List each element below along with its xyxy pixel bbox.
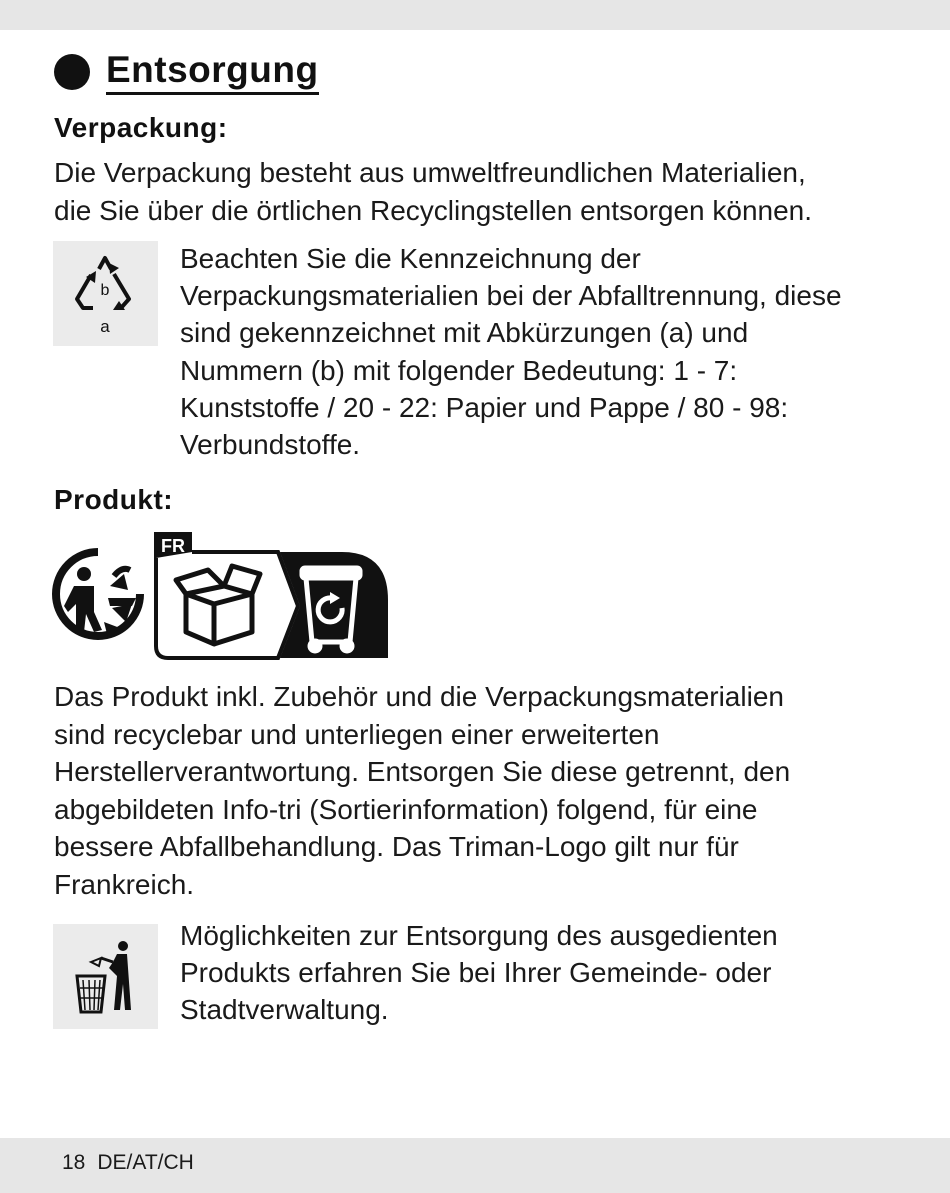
region-label: DE/AT/CH (97, 1151, 194, 1174)
text-line: abgebildeten Info-tri (Sortierinformation) folgend, für eine (54, 793, 758, 825)
footer (62, 1151, 194, 1175)
symbol-label-a: a (100, 317, 110, 336)
text-line: Kunststoffe / 20 - 22: Papier und Pappe / 80 - 98: (180, 391, 789, 423)
person-trash-bin-icon (53, 924, 158, 1029)
product-heading: Produkt: (54, 484, 174, 515)
top-band (0, 0, 950, 30)
disposal-note (180, 917, 778, 1029)
packaging-heading: Verpackung: (54, 112, 228, 143)
text-line: Möglichkeiten zur Entsorgung des ausgedienten (180, 920, 778, 951)
triman-logo-icon (50, 546, 146, 642)
page-number: 18 (62, 1151, 86, 1174)
text-line: Herstellerverantwortung. Entsorgen Sie diese getrennt, den (54, 756, 791, 787)
text-line: Frankreich. (54, 868, 195, 900)
text-line: sind gekennzeichnet mit Abkürzungen (a) und (180, 317, 749, 349)
text-line: Die Verpackung besteht aus umweltfreundlichen Materialien, (54, 157, 806, 188)
text-line: bessere Abfallbehandlung. Das Triman-Logo gilt nur für (54, 831, 739, 862)
text-line: Verpackungsmaterialien bei der Abfalltrennung, diese (180, 280, 842, 312)
text-line: Verbundstoffe. (180, 429, 361, 461)
infotri-fr-badge: FR (161, 536, 185, 556)
text-line: Stadtverwaltung. (180, 994, 389, 1026)
section-title: Entsorgung (106, 50, 319, 95)
packaging-note (180, 240, 842, 463)
product-description (54, 678, 790, 903)
recycling-triangle-icon (53, 241, 158, 346)
text-line: Nummern (b) mit folgender Bedeutung: 1 - 7: (180, 354, 738, 386)
text-line: Beachten Sie die Kennzeichnung der (180, 243, 641, 274)
infotri-logo (152, 530, 392, 662)
section-heading (54, 48, 319, 96)
bullet-icon (54, 54, 90, 90)
text-line: die Sie über die örtlichen Recyclingstellen entsorgen können. (54, 194, 813, 226)
text-line: Das Produkt inkl. Zubehör und die Verpackungsmaterialien (54, 681, 784, 712)
symbol-label-b: b (100, 282, 110, 299)
text-line: Produkts erfahren Sie bei Ihrer Gemeinde- oder (180, 957, 772, 989)
text-line: sind recyclebar und unterliegen einer erweiterten (54, 718, 660, 750)
packaging-intro (54, 154, 812, 229)
